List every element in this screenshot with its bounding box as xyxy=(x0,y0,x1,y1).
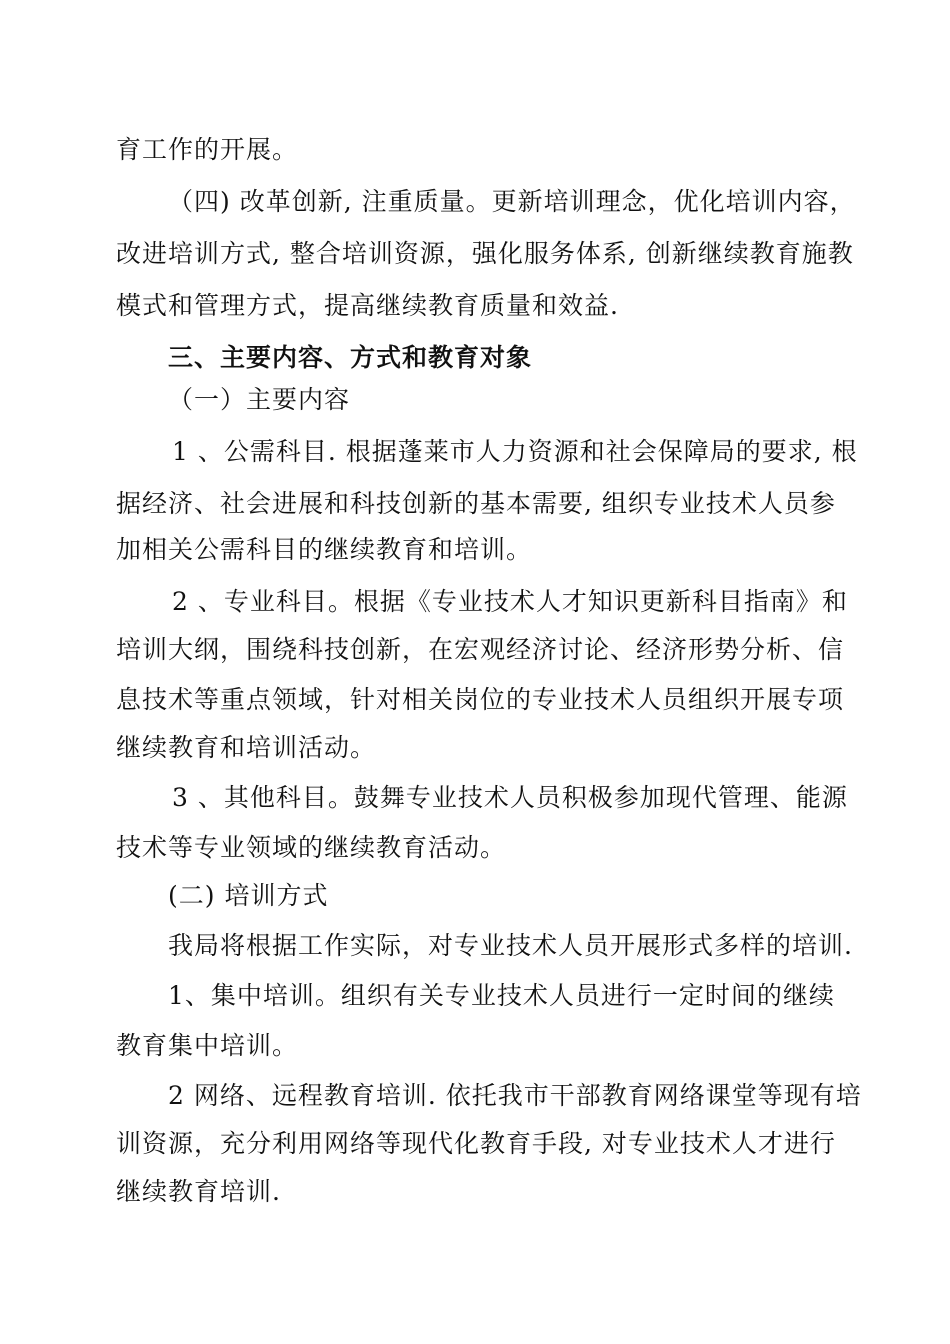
paragraph-line: 培训大纲，围绕科技创新，在宏观经济讨论、经济形势分析、信 xyxy=(116,635,845,664)
paragraph-line: 1 、公需科目. 根据蓬莱市人力资源和社会保障局的要求, 根 xyxy=(172,437,858,466)
paragraph-line: 改进培训方式, 整合培训资源，强化服务体系, 创新继续教育施教 xyxy=(116,239,854,268)
paragraph-line: 模式和管理方式，提高继续教育质量和效益. xyxy=(116,291,619,320)
paragraph-line: 加相关公需科目的继续教育和培训。 xyxy=(116,535,533,564)
paragraph-line: 3 、其他科目。鼓舞专业技术人员积极参加现代管理、能源 xyxy=(172,783,848,812)
paragraph-line: 2 、专业科目。根据《专业技术人才知识更新科目指南》和 xyxy=(172,587,848,616)
paragraph-line: 育工作的开展。 xyxy=(116,135,299,164)
subsection-heading: （一）主要内容 xyxy=(168,385,351,414)
paragraph-line: 教育集中培训。 xyxy=(116,1031,299,1060)
paragraph-line: 我局将根据工作实际，对专业技术人员开展形式多样的培训. xyxy=(168,931,853,960)
paragraph-line: 继续教育和培训活动。 xyxy=(116,733,377,762)
paragraph-line: 继续教育培训. xyxy=(116,1177,281,1206)
paragraph-line: 1、集中培训。组织有关专业技术人员进行一定时间的继续 xyxy=(168,981,835,1010)
paragraph-line: 据经济、社会进展和科技创新的基本需要, 组织专业技术人员参 xyxy=(116,489,836,518)
paragraph-line: 训资源，充分利用网络等现代化教育手段, 对专业技术人才进行 xyxy=(116,1129,836,1158)
paragraph-line: 2 网络、远程教育培训. 依托我市干部教育网络课堂等现有培 xyxy=(168,1081,862,1110)
paragraph-line: （四) 改革创新, 注重质量。更新培训理念，优化培训内容， xyxy=(168,187,856,216)
section-heading: 三、主要内容、方式和教育对象 xyxy=(168,343,533,372)
subsection-heading: (二) 培训方式 xyxy=(168,881,329,910)
paragraph-line: 技术等专业领域的继续教育活动。 xyxy=(116,833,507,862)
paragraph-line: 息技术等重点领域，针对相关岗位的专业技术人员组织开展专项 xyxy=(116,685,845,714)
